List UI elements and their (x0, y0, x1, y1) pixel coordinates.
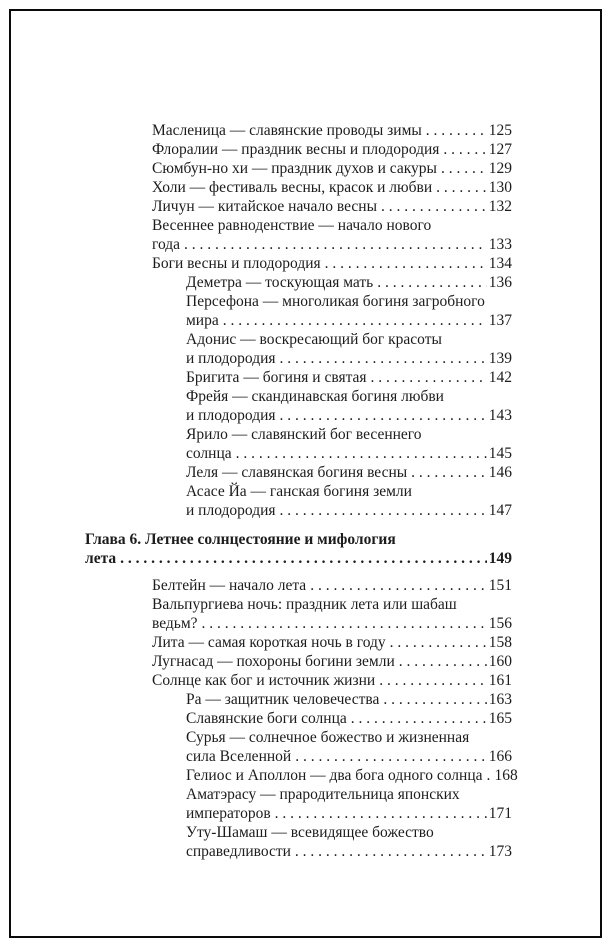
toc-entry-text: Аматэрасу — прародительница японских (186, 786, 460, 803)
toc-entry-text: лета (85, 550, 117, 567)
toc-entry-line (186, 311, 512, 330)
toc-entry-line (152, 595, 512, 614)
toc-entry-text: Адонис — воскресающий бог красоты (186, 331, 442, 348)
dot-leader (441, 159, 487, 178)
toc-entry-line (85, 530, 512, 549)
toc-entry[interactable] (186, 387, 512, 425)
dot-leader (436, 178, 487, 197)
dot-leader (223, 311, 487, 330)
page-number: 137 (488, 312, 512, 329)
dot-leader (399, 652, 487, 671)
toc-entry-text: Глава 6. Летнее солнцестояние и мифология (85, 531, 396, 548)
toc-entry-line (152, 235, 512, 254)
toc-entry[interactable] (186, 709, 512, 728)
page-number: 143 (488, 407, 512, 424)
toc-entry-line (186, 425, 512, 444)
toc-entry-text: Флоралии — праздник весны и плодородия (152, 141, 440, 158)
page-number: 156 (488, 615, 512, 632)
page-number: 166 (488, 748, 512, 765)
page-number: 125 (488, 122, 512, 139)
toc-entry-line (186, 823, 512, 842)
dot-leader (390, 633, 487, 652)
toc-entry[interactable] (152, 595, 512, 633)
dot-leader (275, 804, 487, 823)
dot-leader (325, 254, 487, 273)
dot-leader (295, 842, 487, 861)
toc-entry-text: Персефона — многоликая богиня загробного (186, 293, 485, 310)
toc-entry-line (186, 501, 512, 520)
page-number: 173 (488, 843, 512, 860)
toc-entry[interactable] (152, 254, 512, 273)
toc-entry[interactable] (152, 178, 512, 197)
page-number: 132 (488, 198, 512, 215)
toc-entry[interactable] (152, 140, 512, 159)
toc-entry[interactable] (152, 121, 512, 140)
dot-leader (351, 709, 487, 728)
toc-entry-line (186, 785, 512, 804)
toc-entry-text: и плодородия (186, 350, 276, 367)
toc-entry-line (152, 671, 512, 690)
toc-entry-line (186, 709, 512, 728)
toc-entry-text: и плодородия (186, 502, 276, 519)
toc-entry-line (152, 159, 512, 178)
toc-entry-line (186, 747, 512, 766)
toc-entry[interactable] (186, 273, 512, 292)
dot-leader (379, 671, 487, 690)
toc-entry-text: Холи — фестиваль весны, красок и любви (152, 179, 433, 196)
toc-entry-text: справедливости (186, 843, 291, 860)
dot-leader (202, 614, 487, 633)
toc-entry[interactable] (186, 690, 512, 709)
toc-entry-text: Ярило — славянский бог весеннего (186, 426, 422, 443)
toc-entry-line (186, 463, 512, 482)
page-number: 147 (488, 502, 512, 519)
dot-leader (280, 406, 487, 425)
toc-entry-text: Солнце как бог и источник жизни (152, 672, 376, 689)
toc-entry[interactable] (186, 463, 512, 482)
page-number: 139 (488, 350, 512, 367)
page-number: 142 (488, 369, 512, 386)
dot-leader (487, 766, 493, 785)
toc-entry-line (152, 652, 512, 671)
toc-entry-text: Сюмбун-но хи — праздник духов и сакуры (152, 160, 437, 177)
toc-entry-text: и плодородия (186, 407, 276, 424)
toc-entry-line (152, 121, 512, 140)
toc-entry-line (152, 140, 512, 159)
toc-entry-text: года (152, 236, 181, 253)
toc-entry[interactable] (152, 159, 512, 178)
toc-entry[interactable] (152, 216, 512, 254)
page-number: 134 (488, 255, 512, 272)
page-number: 165 (488, 710, 512, 727)
page-number: 145 (488, 445, 512, 462)
toc-entry[interactable] (186, 292, 512, 330)
toc-entry-text: Лита — самая короткая ночь в году (152, 634, 386, 651)
page-number: 161 (488, 672, 512, 689)
toc-entry-text: Лугнасад — похороны богини земли (152, 653, 395, 670)
toc-entry-text: Белтейн — начало лета (152, 577, 307, 594)
page-number: 163 (488, 691, 512, 708)
toc-chapter-entry[interactable] (85, 530, 512, 568)
toc-entry-text: Личун — китайское начало весны (152, 198, 377, 215)
dot-leader (120, 549, 487, 568)
toc-entry-text: ведьм? (152, 615, 198, 632)
dot-leader (310, 576, 487, 595)
page-number: 160 (488, 653, 512, 670)
toc-entry[interactable] (186, 766, 518, 785)
page-number: 149 (488, 550, 512, 567)
toc-entry-text: сила Вселенной (186, 748, 292, 765)
page-number: 151 (488, 577, 512, 594)
toc-entry-line (152, 216, 512, 235)
toc-entry-text: Вальпургиева ночь: праздник лета или шабаш (152, 596, 457, 613)
dot-leader (411, 463, 487, 482)
page-number: 171 (488, 805, 512, 822)
toc-entry-text: Весеннее равноденствие — начало нового (152, 217, 432, 234)
page-number: 133 (488, 236, 512, 253)
page-number: 146 (488, 464, 512, 481)
dot-leader (377, 273, 487, 292)
toc-entry-text: Леля — славянская богиня весны (186, 464, 408, 481)
toc-entry-text: Гелиос и Аполлон — два бога одного солнца (186, 767, 483, 784)
dot-leader (280, 501, 487, 520)
toc-entry-line (186, 292, 512, 311)
page-number: 136 (488, 274, 512, 291)
toc-entry-text: Ра — защитник человечества (186, 691, 380, 708)
toc-entry-text: солнца (186, 445, 232, 462)
toc-entry-line (186, 804, 512, 823)
toc-entry[interactable] (152, 197, 512, 216)
toc-entry-line (186, 766, 518, 785)
toc-entry-text: Масленица — славянские проводы зимы (152, 122, 422, 139)
page-number: 127 (488, 141, 512, 158)
page-number: 130 (488, 179, 512, 196)
toc-entry-text: Фрейя — скандинавская богиня любви (186, 388, 444, 405)
toc-entry-line (85, 549, 512, 568)
toc-entry-line (186, 842, 512, 861)
toc-entry-line (186, 330, 512, 349)
toc-entry-line (186, 368, 512, 387)
toc-entry-line (152, 254, 512, 273)
toc-entry-text: Боги весны и плодородия (152, 255, 321, 272)
toc-entry-line (186, 273, 512, 292)
dot-leader (184, 235, 487, 254)
toc-entry-text: Уту-Шамаш — всевидящее божество (186, 824, 434, 841)
page-number: 158 (488, 634, 512, 651)
toc-entry[interactable] (186, 425, 512, 463)
dot-leader (295, 747, 487, 766)
toc-entry[interactable] (152, 633, 512, 652)
toc-entry-text: Славянские боги солнца (186, 710, 347, 727)
toc-entry-line (186, 444, 512, 463)
toc-entry-text: Бригита — богиня и святая (186, 369, 367, 386)
toc-entry-line (186, 728, 512, 747)
dot-leader (443, 140, 486, 159)
toc-entry[interactable] (186, 482, 512, 520)
dot-leader (383, 690, 486, 709)
toc-entry-line (152, 178, 512, 197)
dot-leader (236, 444, 487, 463)
toc-entry-line (152, 197, 512, 216)
toc-entry-line (186, 387, 512, 406)
toc-entry-line (152, 614, 512, 633)
toc-entry-line (186, 482, 512, 501)
table-of-contents (85, 121, 518, 861)
toc-entry-line (152, 633, 512, 652)
dot-leader (426, 121, 487, 140)
dot-leader (371, 368, 487, 387)
toc-entry[interactable] (152, 576, 512, 595)
toc-entry-text: Асасе Йа — ганская богиня земли (186, 483, 412, 500)
page-number: 168 (494, 767, 518, 784)
toc-entry-text: императоров (186, 805, 271, 822)
page-number: 129 (488, 160, 512, 177)
toc-entry[interactable] (186, 330, 512, 368)
toc-entry-text: Сурья — солнечное божество и жизненная (186, 729, 470, 746)
dot-leader (280, 349, 487, 368)
toc-entry-line (152, 576, 512, 595)
toc-entry-text: Деметра — тоскующая мать (186, 274, 374, 291)
toc-entry-line (186, 349, 512, 368)
toc-entry[interactable] (152, 652, 512, 671)
toc-entry[interactable] (186, 785, 512, 823)
dot-leader (381, 197, 487, 216)
toc-entry[interactable] (186, 728, 512, 766)
toc-entry-line (186, 406, 512, 425)
toc-entry[interactable] (152, 671, 512, 690)
toc-entry[interactable] (186, 823, 512, 861)
toc-entry[interactable] (186, 368, 512, 387)
toc-entry-text: мира (186, 312, 219, 329)
toc-entry-line (186, 690, 512, 709)
